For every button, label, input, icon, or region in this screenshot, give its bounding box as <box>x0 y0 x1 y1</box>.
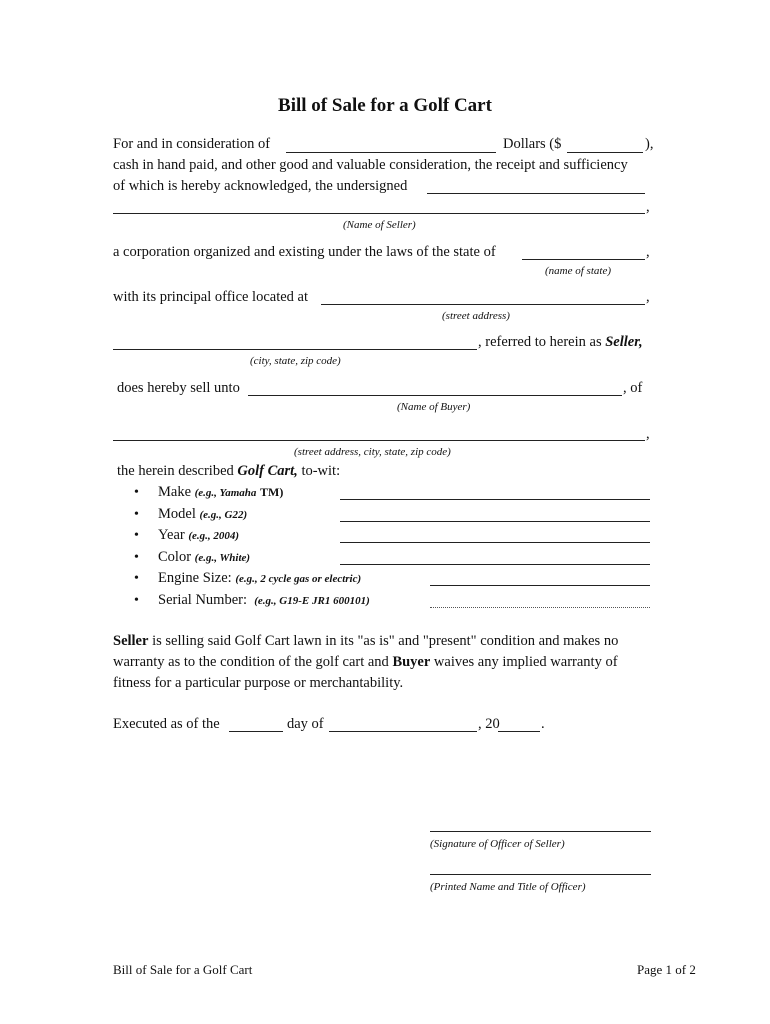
document-title: Bill of Sale for a Golf Cart <box>278 95 492 116</box>
golf-cart-label: Golf Cart, <box>237 463 298 479</box>
year-field-executed[interactable] <box>498 731 540 732</box>
corporation-text: a corporation organized and existing under the laws of the state of <box>113 244 496 260</box>
year-label: Year (e.g., 2004) <box>158 527 240 543</box>
model-field[interactable] <box>340 521 650 522</box>
seller-bold: Seller <box>113 633 149 649</box>
footer-title: Bill of Sale for a Golf Cart <box>113 962 253 977</box>
buyer-caption: (Name of Buyer) <box>397 401 471 413</box>
printed-name-caption: (Printed Name and Title of Officer) <box>430 881 586 893</box>
acknowledged-text: of which is hereby acknowledged, the undersigned <box>113 178 408 194</box>
make-label: Make (e.g., Yamaha TM) <box>158 484 284 500</box>
bullet-icon: • <box>134 528 139 543</box>
color-label: Color (e.g., White) <box>158 549 251 565</box>
address-caption: (street address, city, state, zip code) <box>294 446 451 458</box>
signature-field[interactable] <box>430 831 651 832</box>
comma-text: , <box>646 199 650 215</box>
street-address-field[interactable] <box>321 304 645 305</box>
bullet-icon: • <box>134 507 139 522</box>
warranty-line-3: fitness for a particular purpose or merchantability. <box>113 675 404 691</box>
sell-unto-text: does hereby sell unto <box>117 380 240 396</box>
comma-text: , <box>646 289 650 305</box>
bullet-icon: • <box>134 485 139 500</box>
buyer-name-field[interactable] <box>248 395 622 396</box>
office-text: with its principal office located at <box>113 289 309 305</box>
comma-text: , <box>646 244 650 260</box>
serial-number-field[interactable] <box>430 607 650 608</box>
year-field[interactable] <box>340 542 650 543</box>
amount-number-field[interactable] <box>567 152 643 153</box>
color-field[interactable] <box>340 564 650 565</box>
described-text: the herein described Golf Cart, to-wit: <box>117 463 341 479</box>
cash-text: cash in hand paid, and other good and valuable consideration, the receipt and sufficiency <box>113 157 628 173</box>
printed-name-field[interactable] <box>430 874 651 875</box>
day-field[interactable] <box>229 731 283 732</box>
of-text: , of <box>623 380 643 396</box>
state-field[interactable] <box>522 259 645 260</box>
period-text: . <box>541 716 545 732</box>
dollars-text: Dollars ($ <box>503 136 562 152</box>
serial-number-label: Serial Number: (e.g., G19-E JR1 600101) <box>158 592 370 608</box>
month-field[interactable] <box>329 731 477 732</box>
make-field[interactable] <box>340 499 650 500</box>
state-caption: (name of state) <box>545 265 611 277</box>
seller-name-caption: (Name of Seller) <box>343 219 416 231</box>
bullet-icon: • <box>134 571 139 586</box>
signature-caption: (Signature of Officer of Seller) <box>430 838 565 850</box>
engine-size-field[interactable] <box>430 585 650 586</box>
city-state-zip-field[interactable] <box>113 349 477 350</box>
undersigned-field[interactable] <box>427 193 645 194</box>
buyer-bold: Buyer <box>392 654 431 670</box>
warranty-line-2: warranty as to the condition of the golf cart and Buyer waives any implied warranty of <box>113 654 618 670</box>
bullet-icon: • <box>134 550 139 565</box>
consideration-text: For and in consideration of <box>113 136 271 152</box>
bullet-icon: • <box>134 593 139 608</box>
comma-text: , <box>646 426 650 442</box>
city-caption: (city, state, zip code) <box>250 355 341 367</box>
street-caption: (street address) <box>442 310 510 322</box>
day-of-text: day of <box>287 716 324 732</box>
engine-size-label: Engine Size: (e.g., 2 cycle gas or electric) <box>158 570 362 586</box>
executed-text: Executed as of the <box>113 716 220 732</box>
seller-label: Seller, <box>605 334 643 350</box>
year-prefix-text: , 20 <box>478 716 500 732</box>
page-number: Page 1 of 2 <box>637 962 696 977</box>
model-label: Model (e.g., G22) <box>158 506 248 522</box>
seller-name-field[interactable] <box>113 213 645 214</box>
amount-words-field[interactable] <box>286 152 496 153</box>
referred-text: , referred to herein as Seller, <box>478 334 643 350</box>
warranty-line-1: Seller is selling said Golf Cart lawn in its "as is" and "present" condition and makes no <box>113 633 619 649</box>
paren-close-text: ), <box>645 136 654 152</box>
buyer-address-field[interactable] <box>113 440 645 441</box>
